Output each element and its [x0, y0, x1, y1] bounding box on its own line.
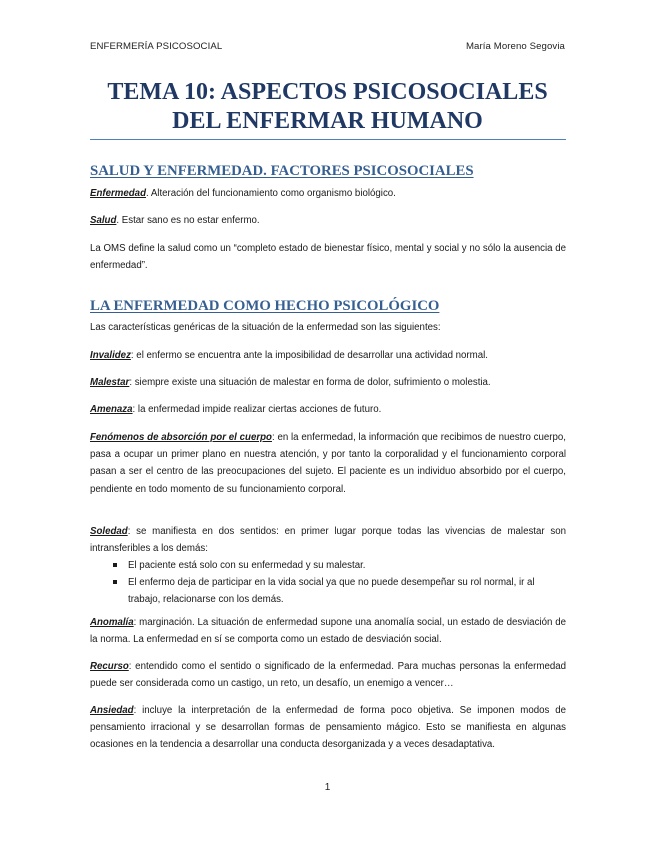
definition-fenomenos-absorcion: : en la enfermedad, la información que recibimos de nuestro cuerpo, pasa a ocupar un primer plano en nuestra atención, y por tanto la corporalidad y el funcionamiento corporal pasan a ser el centro de las preocupaciones del sujeto. El paciente es un individuo absorbido por el cuerpo, pendiente en todo momento de su funcionamiento corporal.: [90, 432, 566, 495]
page-title: [90, 78, 565, 136]
list-item: [90, 557, 566, 574]
term-salud: Salud: [90, 215, 117, 226]
title-line-2: DEL ENFERMAR HUMANO: [172, 108, 483, 134]
page-number: 1: [324, 782, 331, 793]
definition-amenaza: : la enfermedad impide realizar ciertas acciones de futuro.: [132, 404, 382, 415]
paragraph-invalidez: [90, 347, 566, 364]
paragraph-enfermedad: [90, 185, 566, 202]
definition-soledad: : se manifiesta en dos sentidos: en primer lugar porque todas las vivencias de malestar son intransferibles a los demás:: [90, 526, 566, 555]
paragraph-anomalia: [90, 614, 566, 648]
title-line-1: TEMA 10: ASPECTOS PSICOSOCIALES: [107, 79, 548, 105]
definition-recurso: : entendido como el sentido o significado de la enfermedad. Para muchas personas la enfermedad puede ser considerada como un castigo, un reto, un desafío, un enemigo a vencer…: [90, 661, 566, 690]
paragraph-soledad: [90, 523, 566, 557]
bullet-text: El paciente está solo con su enfermedad y su malestar.: [128, 560, 366, 571]
header-author: María Moreno Segovia: [465, 41, 565, 52]
definition-anomalia: : marginación. La situación de enfermedad supone una anomalía social, un estado de desviación de la norma. La enfermedad en sí se comporta como un estado de desviación social.: [90, 617, 566, 646]
bullet-icon: [113, 563, 117, 567]
section-heading-hecho-psicologico: LA ENFERMEDAD COMO HECHO PSICOLÓGICO: [90, 298, 440, 314]
bullet-icon: [113, 580, 117, 584]
definition-enfermedad: . Alteración del funcionamiento como organismo biológico.: [146, 188, 396, 199]
term-malestar: Malestar: [90, 377, 130, 388]
term-ansiedad: Ansiedad: [90, 705, 134, 716]
term-recurso: Recurso: [90, 661, 129, 672]
paragraph-fenomenos-absorcion: [90, 429, 566, 498]
header-course-title: ENFERMERÍA PSICOSOCIAL: [90, 41, 223, 52]
paragraph-ansiedad: [90, 702, 566, 754]
term-enfermedad: Enfermedad: [90, 188, 146, 199]
section-heading-salud-enfermedad: SALUD Y ENFERMEDAD. FACTORES PSICOSOCIALES: [90, 163, 474, 179]
paragraph-malestar: [90, 374, 566, 391]
term-invalidez: Invalidez: [90, 350, 131, 361]
term-amenaza: Amenaza: [90, 404, 133, 415]
page-header: [90, 41, 565, 52]
paragraph-recurso: [90, 658, 566, 692]
paragraph-oms: La OMS define la salud como un “completo estado de bienestar físico, mental y social y no sólo la ausencia de enfermedad”.: [90, 243, 566, 272]
term-fenomenos-absorcion: Fenómenos de absorción por el cuerpo: [90, 432, 272, 443]
bullet-text: El enfermo deja de participar en la vida social ya que no puede desempeñar su rol normal, ir al trabajo, relacionarse con los demás.: [128, 577, 535, 606]
list-item: [90, 574, 566, 608]
title-divider: [90, 139, 566, 140]
paragraph-salud: [90, 212, 566, 229]
definition-ansiedad: : incluye la interpretación de la enfermedad de forma poco objetiva. Se imponen modos de pensamiento irracional y se desarrollan formas de pensamiento mágico. Esto se manifiesta en algunas ocasiones en la tendencia a desarrollar una conducta desorganizada y a veces desadaptativa.: [90, 705, 566, 751]
paragraph-amenaza: [90, 401, 566, 418]
definition-invalidez: : el enfermo se encuentra ante la imposibilidad de desarrollar una actividad normal.: [130, 350, 488, 361]
paragraph-intro: Las características genéricas de la situación de la enfermedad son las siguientes:: [90, 322, 441, 333]
term-soledad: Soledad: [90, 526, 128, 537]
definition-salud: . Estar sano es no estar enfermo.: [116, 215, 260, 226]
soledad-bullet-list: [90, 557, 566, 609]
definition-malestar: : siempre existe una situación de malestar en forma de dolor, sufrimiento o molestia.: [129, 377, 491, 388]
term-anomalia: Anomalía: [90, 617, 134, 628]
